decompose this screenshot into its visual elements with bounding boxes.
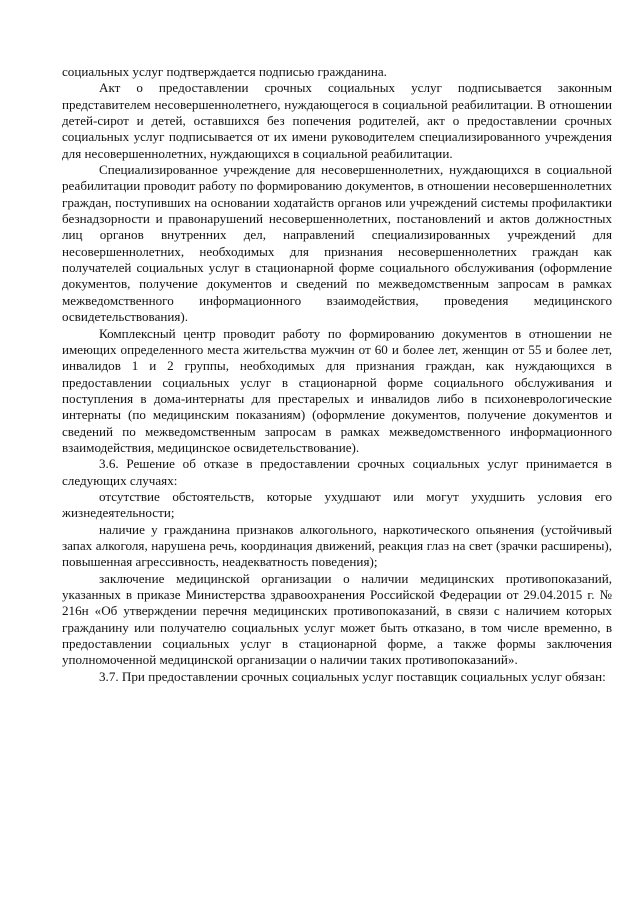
paragraph: 3.6. Решение об отказе в предоставлении срочных социальных услуг принимается в следующих случаях:	[62, 456, 612, 488]
paragraph: 3.7. При предоставлении срочных социальных услуг поставщик социальных услуг обязан:	[99, 668, 606, 684]
paragraph: Акт о предоставлении срочных социальных услуг подписывается законным представителем несовершеннолетнего, нуждающегося в социальной реабилитации. В отношении детей-сирот и детей, оставшихся без попечения родителей, акт о предоставлении срочных социальных услуг подписывается от их имени руководителем специализированного учреждения для несовершеннолетних, нуждающихся в социальной реабилитации.	[62, 80, 612, 161]
paragraph: Специализированное учреждение для несовершеннолетних, нуждающихся в социальной реабилитации проводит работу по формированию документов, в отношении несовершеннолетних граждан, поступивших на основании ходатайств органов или учреждений системы профилактики безнадзорности и правонарушений несовершеннолетних, постановлений и актов должностных лиц органов внутренних дел, направлений специализированных учреждений для несовершеннолетних, необходимых для признания несовершеннолетних граждан как получателей социальных услуг в стационарной форме социального обслуживания (оформление документов, получение документов и сведений по межведомственным запросам в рамках межведомственного информационного взаимодействия, проведения медицинского освидетельствования).	[62, 162, 612, 325]
paragraph: Комплексный центр проводит работу по формированию документов в отношении не имеющих определенного места жительства мужчин от 60 и более лет, женщин от 55 и более лет, инвалидов 1 и 2 группы, необходимых для признания граждан, как нуждающихся в предоставлении социальных услуг в стационарной форме социального обслуживания и поступления в дома-интернаты для престарелых и инвалидов либо в психоневрологические интернаты (по медицинским показаниям) (оформление документов, получение документов и сведений по межведомственным запросам в рамках межведомственного информационного взаимодействия, медицинское освидетельствование).	[62, 325, 612, 455]
paragraph: заключение медицинской организации о наличии медицинских противопоказаний, указанных в приказе Министерства здравоохранения Российской Федерации от 29.04.2015 г. № 216н «Об утверждении перечня медицинских противопоказаний, в связи с наличием которых гражданину или получателю социальных услуг может быть отказано, в том числе временно, в предоставлении социальных услуг в стационарной форме, а также формы заключения уполномоченной медицинской организации о наличии таких противопоказаний».	[62, 570, 612, 668]
paragraph: социальных услуг подтверждается подписью гражданина.	[62, 64, 387, 79]
paragraph: наличие у гражданина признаков алкогольного, наркотического опьянения (устойчивый запах алкоголя, нарушена речь, координация движений, реакция глаз на свет (зрачки расширены), повышенная агрессивность, неадекватность поведения);	[62, 521, 612, 570]
paragraph: отсутствие обстоятельств, которые ухудшают или могут ухудшить условия его жизнедеятельности;	[62, 488, 612, 521]
